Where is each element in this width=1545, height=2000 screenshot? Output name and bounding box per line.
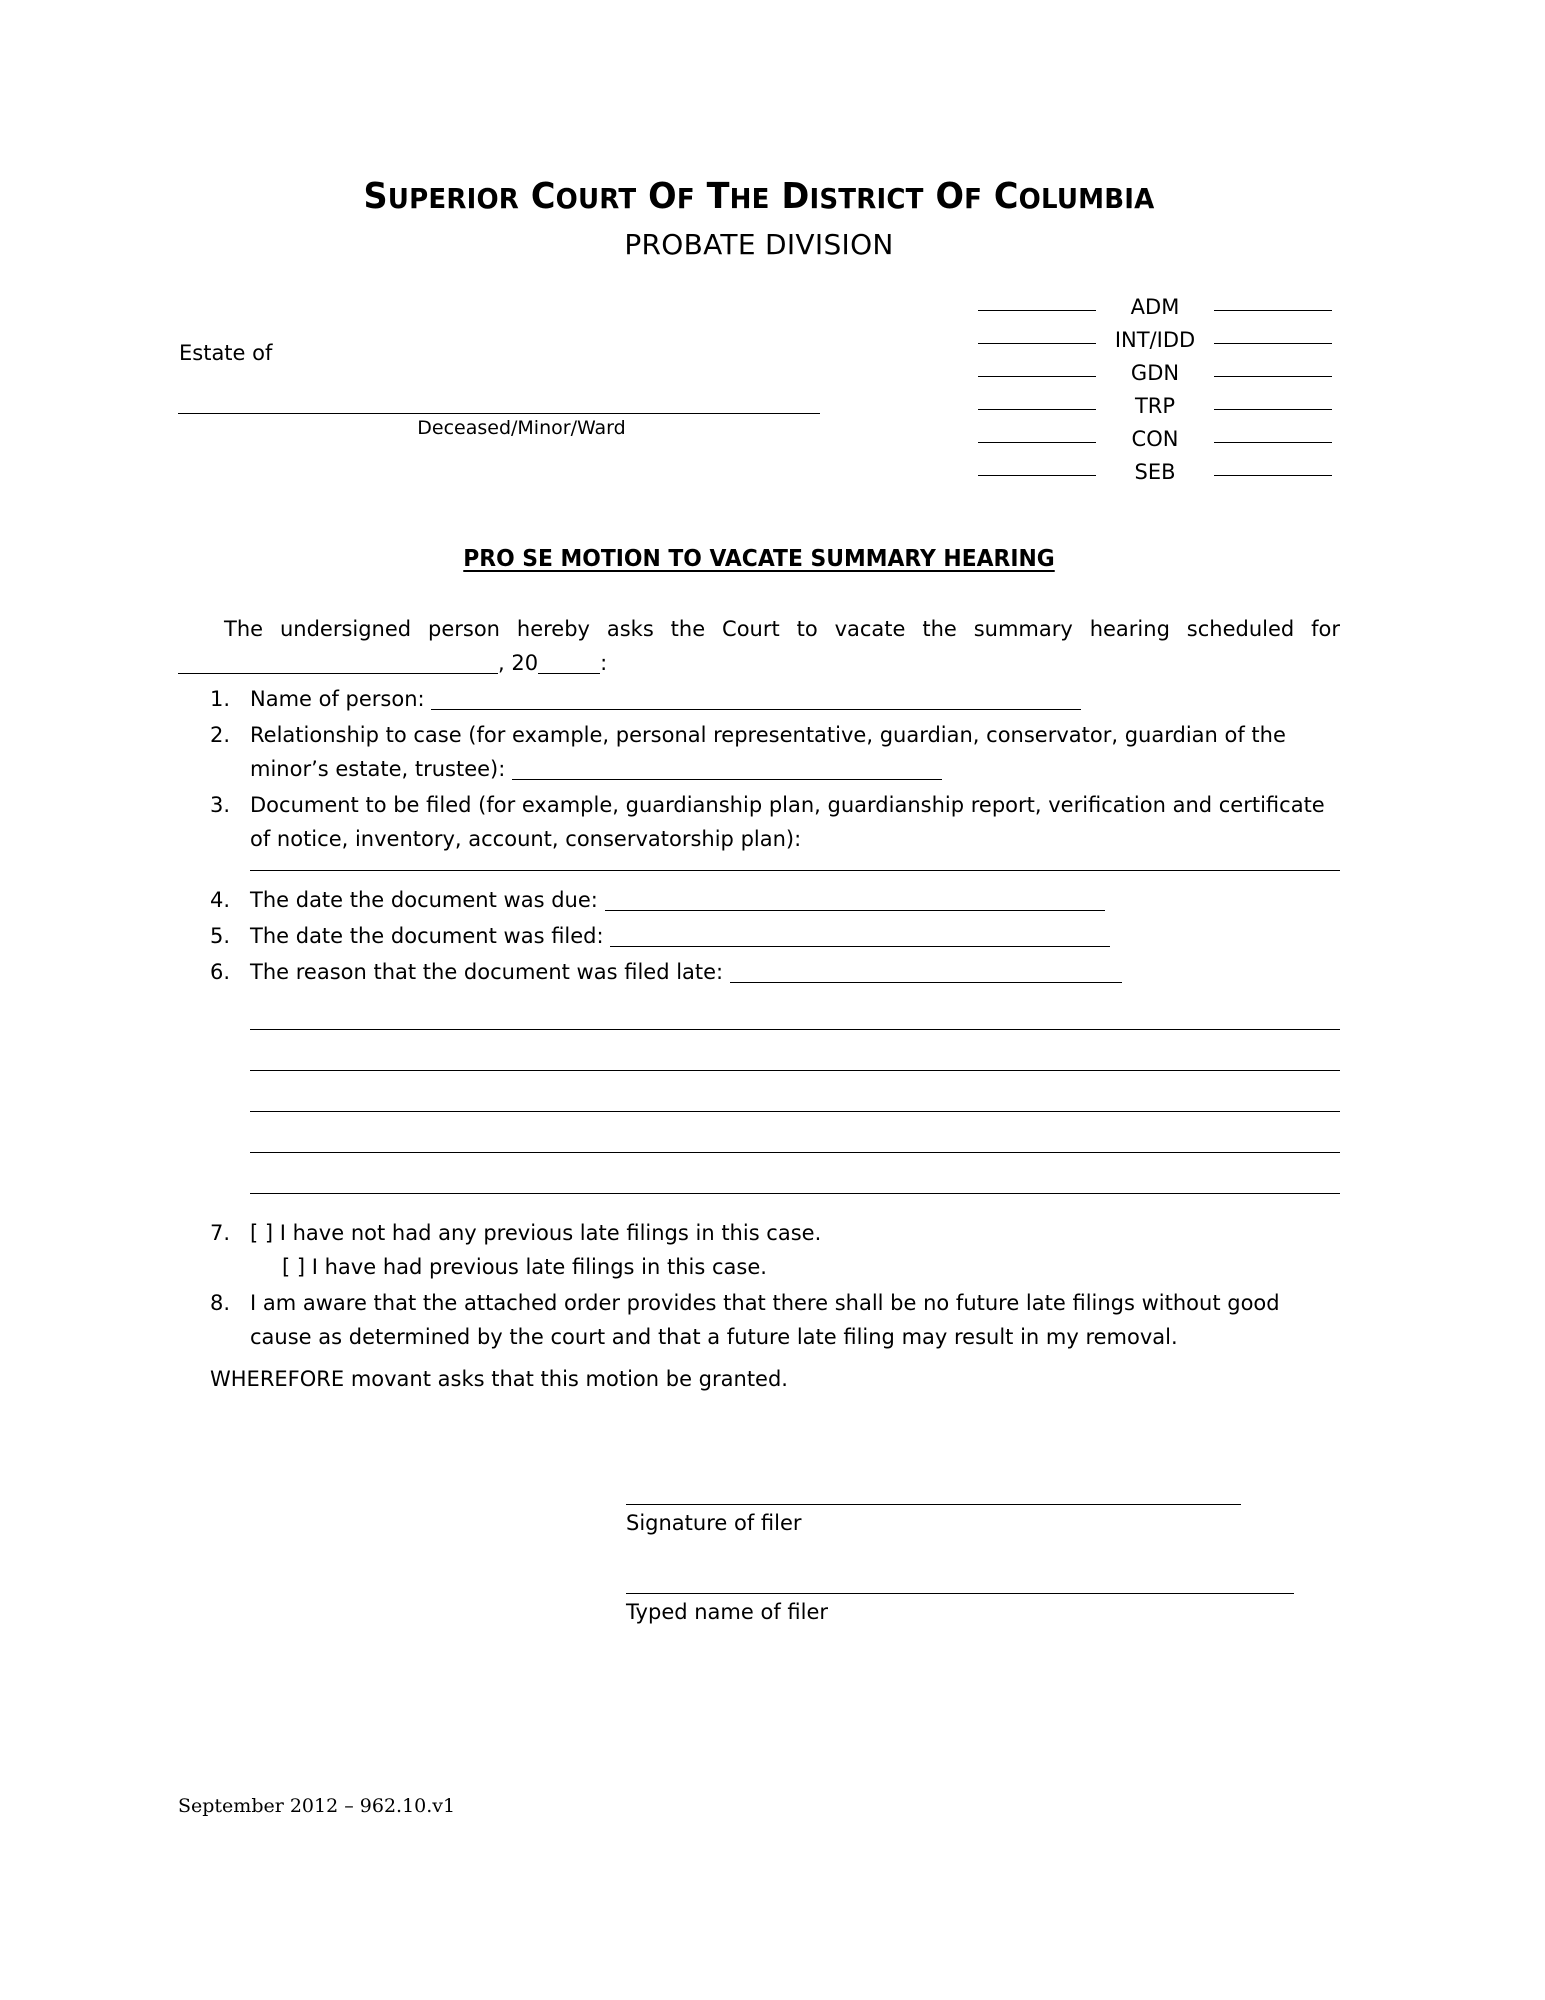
case-code-label-int-idd: INT/IDD <box>1114 328 1196 353</box>
signature-of-filer-label: Signature of filer <box>626 1511 802 1536</box>
checkbox-has-previous-filings[interactable]: [ ] <box>282 1254 306 1279</box>
item-number: 2. <box>210 722 231 747</box>
reason-blank-line[interactable] <box>250 1193 1340 1194</box>
case-code-blank-right[interactable] <box>1214 343 1332 344</box>
case-code-blank-left[interactable] <box>978 409 1096 410</box>
item-body <box>250 687 1081 711</box>
case-code-label-adm: ADM <box>1130 295 1180 320</box>
hearing-year-blank[interactable] <box>538 656 600 674</box>
case-code-label-con: CON <box>1131 427 1179 452</box>
date-due-blank[interactable] <box>605 893 1105 911</box>
signature-spacer <box>626 1535 1340 1593</box>
deceased-minor-ward-label: Deceased/Minor/Ward <box>417 416 626 439</box>
case-code-blank-right[interactable] <box>1214 409 1332 410</box>
list-item <box>178 682 1340 716</box>
item-number: 7. <box>210 1220 231 1245</box>
item-number: 8. <box>210 1290 231 1315</box>
case-code-blank-left[interactable] <box>978 310 1096 311</box>
case-code-label-trp: TRP <box>1134 394 1176 419</box>
page-content <box>178 0 1340 2000</box>
case-code-blank-left[interactable] <box>978 376 1096 377</box>
item-number: 4. <box>210 887 231 912</box>
estate-name-blank[interactable] <box>178 413 820 414</box>
division-title: PROBATE DIVISION <box>624 227 894 261</box>
reason-blank-line[interactable] <box>250 1111 1340 1112</box>
date-filed-blank[interactable] <box>610 929 1110 947</box>
item7-option-b-row <box>178 1250 1340 1284</box>
court-title-text: SUPERIOR COURT OF THE DISTRICT OF COLUMBIA <box>363 176 1155 217</box>
item-label: The reason that the document was filed late: <box>250 959 724 984</box>
relationship-blank[interactable] <box>512 762 942 780</box>
court-title <box>219 178 1300 216</box>
item7-list <box>178 1216 1340 1250</box>
document-title: PRO SE MOTION TO VACATE SUMMARY HEARING <box>463 545 1055 572</box>
item-number: 3. <box>210 792 231 817</box>
item-body <box>250 960 1122 984</box>
item-label: Relationship to case (for example, personal representative, guardian, conservator, guardian of the minor’s estate, trustee): <box>250 722 1286 781</box>
list-item <box>178 788 1340 871</box>
intro-text: The undersigned person hereby asks the Court to vacate the summary hearing scheduled for <box>224 616 1340 641</box>
case-code-blank-right[interactable] <box>1214 310 1332 311</box>
reason-blank-line[interactable] <box>250 1029 1340 1030</box>
item-label: Document to be filed (for example, guardianship plan, guardianship report, verification and certificate of notice, inventory, account, conservatorship plan): <box>250 792 1325 851</box>
reason-blank-line[interactable] <box>250 1152 1340 1153</box>
typed-name-of-filer-label: Typed name of filer <box>626 1600 829 1625</box>
hearing-date-blank[interactable] <box>178 656 498 674</box>
list-item <box>178 718 1340 786</box>
case-code-blank-left[interactable] <box>978 442 1096 443</box>
reason-extra-lines <box>178 1029 1340 1194</box>
item-label: Name of person: <box>250 686 425 711</box>
item-number: 6. <box>210 959 231 984</box>
typed-name-line[interactable] <box>626 1593 1294 1594</box>
case-code-column <box>970 291 1340 489</box>
form-items-list <box>178 682 1340 989</box>
case-code-row <box>970 291 1340 324</box>
list-item <box>178 883 1340 917</box>
signature-block <box>178 1504 1340 1624</box>
case-code-row <box>970 423 1340 456</box>
case-code-blank-right[interactable] <box>1214 442 1332 443</box>
case-code-blank-right[interactable] <box>1214 376 1332 377</box>
footer-revision: September 2012 – 962.10.v1 <box>178 1795 456 1817</box>
reason-blank-line[interactable] <box>250 1070 1340 1071</box>
list-item <box>178 919 1340 953</box>
intro-year-prefix: , 20 <box>498 650 539 675</box>
case-code-label-gdn: GDN <box>1130 361 1180 386</box>
case-code-blank-right[interactable] <box>1214 475 1332 476</box>
list-item <box>178 1286 1340 1354</box>
case-code-blank-left[interactable] <box>978 343 1096 344</box>
case-code-blank-left[interactable] <box>978 475 1096 476</box>
item-number: 5. <box>210 923 231 948</box>
intro-suffix: : <box>600 650 608 675</box>
item-body <box>250 793 1340 871</box>
item-body <box>250 924 1110 948</box>
item-body <box>250 1221 821 1245</box>
estate-column <box>178 291 828 439</box>
case-code-row <box>970 324 1340 357</box>
item-number: 1. <box>210 686 231 711</box>
estate-of-label: Estate of <box>179 340 273 365</box>
item-label: The date the document was filed: <box>250 923 604 948</box>
name-of-person-blank[interactable] <box>431 692 1081 710</box>
case-code-row <box>970 357 1340 390</box>
item-body <box>250 888 1105 912</box>
item8-list <box>178 1286 1340 1354</box>
item-body <box>250 723 1286 781</box>
case-code-row <box>970 390 1340 423</box>
checkbox-label-no-previous-filings: I have not had any previous late filings in this case. <box>279 1220 822 1245</box>
case-code-label-seb: SEB <box>1134 460 1176 485</box>
item-label: I am aware that the attached order provides that there shall be no future late filings without good cause as determined by the court and that a future late filing may result in my removal. <box>250 1290 1280 1349</box>
list-item <box>178 1216 1340 1250</box>
item-label: The date the document was due: <box>250 887 598 912</box>
caption-block <box>178 291 1340 486</box>
document-to-be-filed-blank[interactable] <box>250 870 1340 871</box>
checkbox-no-previous-filings[interactable]: [ ] <box>250 1220 274 1245</box>
item-body <box>250 1291 1280 1349</box>
reason-blank-first[interactable] <box>730 965 1122 983</box>
checkbox-label-has-previous-filings: I have had previous late filings in this case. <box>311 1254 767 1279</box>
signature-line[interactable] <box>626 1504 1241 1505</box>
case-code-row <box>970 456 1340 489</box>
wherefore-statement: WHEREFORE movant asks that this motion be granted. <box>210 1367 788 1392</box>
list-item <box>178 955 1340 989</box>
intro-paragraph <box>178 612 1340 680</box>
